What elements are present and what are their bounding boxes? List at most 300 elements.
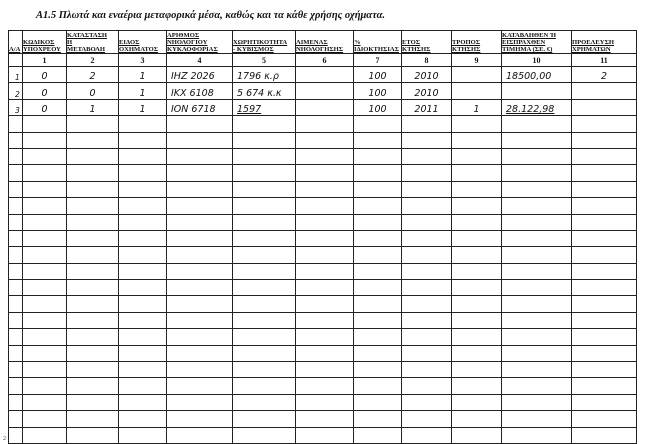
table-cell[interactable] <box>402 116 452 132</box>
table-cell[interactable] <box>119 378 167 394</box>
table-cell[interactable] <box>572 247 637 263</box>
empty-table-row <box>9 214 637 230</box>
table-cell[interactable] <box>233 411 296 427</box>
table-cell[interactable] <box>572 280 637 296</box>
table-cell[interactable] <box>67 411 119 427</box>
table-cell[interactable] <box>167 247 233 263</box>
table-cell[interactable] <box>233 378 296 394</box>
table-cell[interactable] <box>233 345 296 361</box>
table-cell[interactable] <box>67 181 119 197</box>
table-cell[interactable] <box>23 181 67 197</box>
table-cell[interactable] <box>23 280 67 296</box>
table-cell[interactable] <box>502 312 572 328</box>
column-header <box>67 31 119 54</box>
table-cell[interactable] <box>296 329 354 345</box>
table-cell[interactable]: 1 <box>9 67 23 83</box>
table-cell[interactable] <box>354 181 402 197</box>
table-cell[interactable] <box>502 263 572 279</box>
table-cell[interactable] <box>296 116 354 132</box>
footer-mark: 2 <box>3 436 6 442</box>
table-cell[interactable] <box>452 67 502 83</box>
table-cell[interactable]: 0 <box>23 99 67 115</box>
table-cell[interactable] <box>296 214 354 230</box>
table-cell[interactable] <box>402 378 452 394</box>
table-cell[interactable] <box>354 247 402 263</box>
table-cell[interactable] <box>354 148 402 164</box>
table-cell[interactable]: 2 <box>572 67 637 83</box>
column-header-line: ΚΑΤΑΒΛΗΘΕΝ Ή <box>502 32 556 39</box>
table-cell[interactable] <box>233 394 296 410</box>
table-cell[interactable] <box>402 329 452 345</box>
table-cell[interactable] <box>572 230 637 246</box>
table-cell[interactable] <box>502 329 572 345</box>
table-cell[interactable] <box>119 247 167 263</box>
table-cell[interactable] <box>9 280 23 296</box>
table-cell[interactable] <box>402 296 452 312</box>
table-cell[interactable] <box>354 296 402 312</box>
table-cell[interactable] <box>402 148 452 164</box>
table-cell[interactable] <box>452 181 502 197</box>
table-cell[interactable] <box>354 230 402 246</box>
table-cell[interactable] <box>167 329 233 345</box>
table-cell[interactable] <box>167 411 233 427</box>
table-cell[interactable] <box>233 247 296 263</box>
column-number: 9 <box>452 54 502 67</box>
table-cell[interactable] <box>119 296 167 312</box>
table-cell[interactable] <box>167 181 233 197</box>
table-cell[interactable] <box>452 263 502 279</box>
table-cell[interactable] <box>9 132 23 148</box>
table-cell[interactable] <box>23 394 67 410</box>
empty-table-row <box>9 329 637 345</box>
table-cell[interactable] <box>23 230 67 246</box>
table-cell[interactable] <box>23 165 67 181</box>
table-cell[interactable] <box>502 83 572 99</box>
table-cell[interactable] <box>167 312 233 328</box>
table-cell[interactable] <box>9 378 23 394</box>
table-cell[interactable] <box>119 345 167 361</box>
table-cell[interactable]: ΙΚΧ 6108 <box>167 83 233 99</box>
table-cell[interactable]: 1 <box>452 99 502 115</box>
column-header-line: ΤΡΟΠΟΣ <box>452 39 481 46</box>
table-cell[interactable] <box>233 165 296 181</box>
table-cell[interactable] <box>354 411 402 427</box>
table-cell[interactable] <box>167 198 233 214</box>
table-cell[interactable] <box>296 99 354 115</box>
table-cell[interactable] <box>167 263 233 279</box>
table-cell[interactable] <box>296 296 354 312</box>
table-cell[interactable] <box>572 116 637 132</box>
table-cell[interactable] <box>167 116 233 132</box>
table-cell[interactable] <box>167 378 233 394</box>
table-cell[interactable]: ΙΟΝ 6718 <box>167 99 233 115</box>
table-cell[interactable] <box>452 312 502 328</box>
table-cell[interactable] <box>9 296 23 312</box>
empty-table-row <box>9 132 637 148</box>
table-cell[interactable] <box>354 427 402 443</box>
table-cell[interactable] <box>233 280 296 296</box>
table-cell[interactable] <box>502 165 572 181</box>
table-cell[interactable] <box>67 280 119 296</box>
table-cell[interactable] <box>502 394 572 410</box>
table-cell[interactable] <box>119 394 167 410</box>
table-cell[interactable] <box>119 214 167 230</box>
table-cell[interactable] <box>354 345 402 361</box>
table-cell[interactable] <box>572 198 637 214</box>
table-cell[interactable] <box>402 247 452 263</box>
table-cell[interactable] <box>9 362 23 378</box>
column-header-line: ΚΤΗΣΗΣ <box>402 46 431 53</box>
table-cell[interactable] <box>402 394 452 410</box>
table-cell[interactable] <box>167 296 233 312</box>
table-cell[interactable] <box>119 280 167 296</box>
table-cell[interactable] <box>167 132 233 148</box>
table-cell[interactable]: 3 <box>9 99 23 115</box>
table-cell[interactable] <box>23 378 67 394</box>
table-cell[interactable] <box>67 296 119 312</box>
table-cell[interactable] <box>354 116 402 132</box>
table-cell[interactable] <box>67 378 119 394</box>
table-cell[interactable] <box>402 181 452 197</box>
table-cell[interactable] <box>9 247 23 263</box>
table-cell[interactable] <box>296 247 354 263</box>
table-cell[interactable] <box>502 181 572 197</box>
table-cell[interactable] <box>402 312 452 328</box>
table-cell[interactable] <box>296 230 354 246</box>
table-cell[interactable] <box>502 378 572 394</box>
table-cell[interactable] <box>402 345 452 361</box>
table-cell[interactable] <box>67 362 119 378</box>
table-cell[interactable] <box>23 296 67 312</box>
table-cell[interactable] <box>572 214 637 230</box>
table-cell[interactable] <box>119 427 167 443</box>
table-cell[interactable] <box>167 394 233 410</box>
table-cell[interactable] <box>402 198 452 214</box>
table-cell[interactable] <box>119 312 167 328</box>
table-cell[interactable] <box>572 83 637 99</box>
table-cell[interactable] <box>233 116 296 132</box>
table-cell[interactable] <box>167 214 233 230</box>
table-cell[interactable] <box>452 148 502 164</box>
table-cell[interactable] <box>296 362 354 378</box>
table-cell[interactable] <box>452 214 502 230</box>
table-cell[interactable] <box>67 116 119 132</box>
table-cell[interactable] <box>572 165 637 181</box>
table-cell[interactable] <box>296 132 354 148</box>
table-cell[interactable] <box>402 230 452 246</box>
table-cell[interactable] <box>119 132 167 148</box>
table-cell[interactable]: 1796 κ.ρ <box>233 67 296 83</box>
table-cell[interactable] <box>452 247 502 263</box>
table-cell[interactable] <box>67 427 119 443</box>
table-cell[interactable] <box>354 165 402 181</box>
table-cell[interactable] <box>296 280 354 296</box>
table-cell[interactable] <box>233 263 296 279</box>
table-cell[interactable] <box>9 427 23 443</box>
table-cell[interactable]: 2011 <box>402 99 452 115</box>
table-cell[interactable]: 1 <box>67 99 119 115</box>
table-cell[interactable] <box>572 263 637 279</box>
table-cell[interactable]: 5 674 κ.κ <box>233 83 296 99</box>
column-header-line: ΧΡΗΜΑΤΩΝ <box>572 46 611 53</box>
column-header-line: ΠΡΟΕΛΕΥΣΗ <box>572 39 615 46</box>
table-cell[interactable] <box>354 312 402 328</box>
table-cell[interactable] <box>354 280 402 296</box>
table-cell[interactable] <box>67 165 119 181</box>
table-cell[interactable] <box>354 263 402 279</box>
table-cell[interactable]: ΙΗΖ 2026 <box>167 67 233 83</box>
table-cell[interactable] <box>167 362 233 378</box>
table-cell[interactable] <box>167 427 233 443</box>
table-cell[interactable] <box>9 214 23 230</box>
header-row <box>9 31 637 54</box>
table-cell[interactable] <box>572 296 637 312</box>
empty-table-row <box>9 296 637 312</box>
empty-table-row <box>9 362 637 378</box>
table-cell[interactable] <box>67 198 119 214</box>
table-cell[interactable] <box>9 148 23 164</box>
table-cell[interactable] <box>502 296 572 312</box>
table-cell[interactable] <box>354 378 402 394</box>
table-cell[interactable] <box>572 99 637 115</box>
table-cell[interactable] <box>296 263 354 279</box>
table-cell[interactable] <box>23 247 67 263</box>
table-cell[interactable] <box>233 148 296 164</box>
table-cell[interactable] <box>9 411 23 427</box>
table-cell[interactable] <box>9 181 23 197</box>
table-cell[interactable]: 1597 <box>233 99 296 115</box>
table-cell[interactable] <box>9 263 23 279</box>
table-cell[interactable] <box>167 280 233 296</box>
table-cell[interactable] <box>167 148 233 164</box>
table-cell[interactable] <box>452 394 502 410</box>
table-cell[interactable] <box>9 165 23 181</box>
table-cell[interactable] <box>296 427 354 443</box>
table-cell[interactable] <box>402 165 452 181</box>
table-cell[interactable] <box>402 427 452 443</box>
table-cell[interactable] <box>354 329 402 345</box>
table-cell[interactable] <box>502 362 572 378</box>
table-cell[interactable] <box>354 198 402 214</box>
table-cell[interactable] <box>572 181 637 197</box>
table-cell[interactable] <box>572 394 637 410</box>
table-cell[interactable] <box>67 329 119 345</box>
table-cell[interactable] <box>9 312 23 328</box>
table-cell[interactable] <box>402 214 452 230</box>
table-cell[interactable] <box>572 148 637 164</box>
table-cell[interactable] <box>296 198 354 214</box>
table-cell[interactable] <box>23 198 67 214</box>
column-header-line: ΚΤΗΣΗΣ <box>452 46 481 53</box>
table-cell[interactable] <box>572 345 637 361</box>
table-cell[interactable] <box>67 394 119 410</box>
table-cell[interactable] <box>119 230 167 246</box>
table-cell[interactable] <box>296 411 354 427</box>
table-cell[interactable] <box>9 116 23 132</box>
table-cell[interactable] <box>452 329 502 345</box>
table-cell[interactable] <box>233 329 296 345</box>
table-cell[interactable] <box>119 148 167 164</box>
table-cell[interactable] <box>502 247 572 263</box>
table-cell[interactable] <box>23 362 67 378</box>
table-cell[interactable] <box>233 181 296 197</box>
table-cell[interactable] <box>233 362 296 378</box>
table-cell[interactable]: 18500,00 <box>502 67 572 83</box>
table-cell[interactable] <box>354 132 402 148</box>
table-cell[interactable] <box>452 280 502 296</box>
table-cell[interactable] <box>572 427 637 443</box>
table-cell[interactable] <box>67 312 119 328</box>
table-cell[interactable] <box>119 198 167 214</box>
table-cell[interactable] <box>67 247 119 263</box>
table-cell[interactable]: 1 <box>119 67 167 83</box>
table-cell[interactable] <box>502 148 572 164</box>
column-header-line: ΜΕΤΑΒΟΛΗ <box>67 46 106 53</box>
table-cell[interactable] <box>354 214 402 230</box>
table-cell[interactable] <box>23 214 67 230</box>
table-cell[interactable] <box>23 116 67 132</box>
table-cell[interactable] <box>67 148 119 164</box>
table-cell[interactable] <box>402 263 452 279</box>
table-cell[interactable] <box>502 198 572 214</box>
table-cell[interactable] <box>354 394 402 410</box>
table-cell[interactable] <box>452 83 502 99</box>
table-cell[interactable] <box>296 345 354 361</box>
table-cell[interactable]: 0 <box>23 67 67 83</box>
table-cell[interactable] <box>9 345 23 361</box>
table-cell[interactable] <box>502 427 572 443</box>
table-cell[interactable] <box>452 132 502 148</box>
table-cell[interactable] <box>402 362 452 378</box>
table-cell[interactable] <box>167 345 233 361</box>
table-cell[interactable] <box>572 329 637 345</box>
column-number: 3 <box>119 54 167 67</box>
table-cell[interactable] <box>67 230 119 246</box>
empty-table-row <box>9 312 637 328</box>
table-cell[interactable] <box>167 165 233 181</box>
table-cell[interactable] <box>354 362 402 378</box>
table-cell[interactable] <box>502 132 572 148</box>
table-cell[interactable] <box>502 280 572 296</box>
table-cell[interactable] <box>167 230 233 246</box>
column-number: 6 <box>296 54 354 67</box>
table-cell[interactable] <box>9 198 23 214</box>
table-cell[interactable] <box>296 148 354 164</box>
table-cell[interactable] <box>9 329 23 345</box>
table-cell[interactable] <box>452 116 502 132</box>
table-cell[interactable]: 2010 <box>402 83 452 99</box>
table-cell[interactable] <box>23 148 67 164</box>
table-cell[interactable] <box>452 378 502 394</box>
table-cell[interactable] <box>67 263 119 279</box>
table-cell[interactable] <box>296 394 354 410</box>
table-cell[interactable] <box>296 181 354 197</box>
table-cell[interactable]: 0 <box>67 83 119 99</box>
table-cell[interactable]: 100 <box>354 83 402 99</box>
table-cell[interactable] <box>233 214 296 230</box>
column-header-line: ΚΩΔΙΚΟΣ <box>23 39 55 46</box>
table-cell[interactable]: 100 <box>354 67 402 83</box>
table-cell[interactable] <box>572 312 637 328</box>
table-cell[interactable] <box>119 411 167 427</box>
column-header <box>167 31 233 54</box>
table-cell[interactable] <box>296 165 354 181</box>
table-cell[interactable] <box>119 362 167 378</box>
table-cell[interactable]: 100 <box>354 99 402 115</box>
table-cell[interactable] <box>233 312 296 328</box>
table-cell[interactable] <box>296 312 354 328</box>
table-cell[interactable] <box>296 83 354 99</box>
table-cell[interactable] <box>572 132 637 148</box>
table-cell[interactable] <box>119 181 167 197</box>
table-cell[interactable]: 0 <box>23 83 67 99</box>
empty-table-row <box>9 427 637 443</box>
table-cell[interactable]: 2 <box>9 83 23 99</box>
table-cell[interactable] <box>23 345 67 361</box>
table-cell[interactable] <box>233 230 296 246</box>
table-cell[interactable] <box>452 345 502 361</box>
table-cell[interactable] <box>452 296 502 312</box>
table-cell[interactable] <box>233 427 296 443</box>
table-cell[interactable] <box>23 263 67 279</box>
table-cell[interactable] <box>452 165 502 181</box>
table-cell[interactable] <box>23 329 67 345</box>
table-cell[interactable] <box>67 214 119 230</box>
table-cell[interactable] <box>502 116 572 132</box>
table-cell[interactable] <box>452 411 502 427</box>
table-cell[interactable] <box>23 411 67 427</box>
table-cell[interactable]: 28.122,98 <box>502 99 572 115</box>
table-cell[interactable] <box>452 198 502 214</box>
table-cell[interactable] <box>572 411 637 427</box>
table-cell[interactable]: 1 <box>119 99 167 115</box>
table-cell[interactable] <box>452 362 502 378</box>
table-cell[interactable] <box>502 214 572 230</box>
table-cell[interactable] <box>452 427 502 443</box>
table-cell[interactable] <box>502 345 572 361</box>
table-cell[interactable] <box>402 411 452 427</box>
table-cell[interactable] <box>233 132 296 148</box>
table-cell[interactable] <box>23 312 67 328</box>
table-cell[interactable] <box>572 378 637 394</box>
table-cell[interactable] <box>119 329 167 345</box>
table-cell[interactable] <box>119 116 167 132</box>
table-cell[interactable] <box>23 132 67 148</box>
table-cell[interactable]: 1 <box>119 83 167 99</box>
table-cell[interactable] <box>119 263 167 279</box>
table-cell[interactable] <box>119 165 167 181</box>
table-cell[interactable] <box>67 345 119 361</box>
table-cell[interactable]: 2010 <box>402 67 452 83</box>
table-cell[interactable] <box>9 394 23 410</box>
table-cell[interactable] <box>452 230 502 246</box>
table-cell[interactable] <box>502 230 572 246</box>
table-cell[interactable] <box>296 378 354 394</box>
table-cell[interactable] <box>67 132 119 148</box>
table-cell[interactable] <box>402 280 452 296</box>
table-cell[interactable] <box>233 296 296 312</box>
table-cell[interactable] <box>9 230 23 246</box>
column-header-line: ΝΗΟΛΟΓΗΣΗΣ <box>296 46 344 53</box>
table-cell[interactable]: 2 <box>67 67 119 83</box>
table-cell[interactable] <box>402 132 452 148</box>
table-cell[interactable] <box>296 67 354 83</box>
table-cell[interactable] <box>233 198 296 214</box>
table-cell[interactable] <box>23 427 67 443</box>
table-cell[interactable] <box>502 411 572 427</box>
table-cell[interactable] <box>572 362 637 378</box>
form-title: Α1.5 Πλωτά και εναέρια μεταφορικά μέσα, καθώς και τα κάθε χρήσης οχήματα. <box>36 10 386 21</box>
